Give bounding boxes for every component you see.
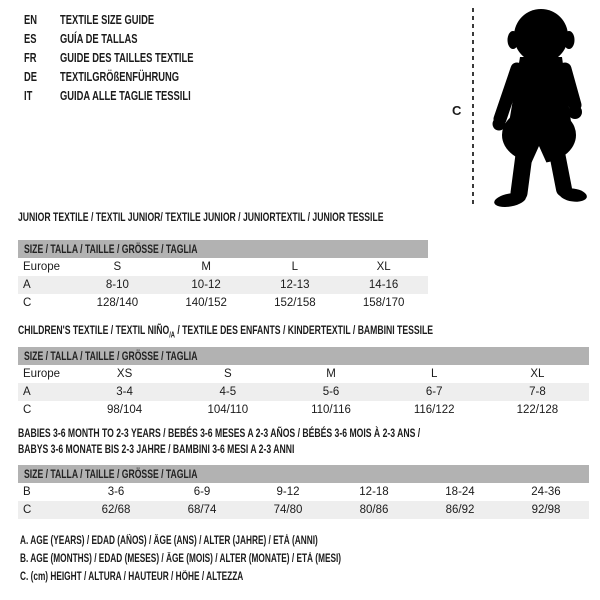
table-cell: 14-16 [368,279,399,291]
table-cell: XL [376,261,391,273]
footnote-height-cm: C. (cm) HEIGHT / ALTURA / HAUTEUR / HÖHE / ALTEZZA [20,571,244,583]
table-cell: 122/128 [516,404,559,416]
table-cell: S [223,368,232,380]
language-row-it [24,86,245,105]
table-cell: 116/122 [413,404,455,416]
table-cell: 158/170 [362,297,405,309]
junior-section-title [18,209,526,225]
language-code: DE [24,69,38,84]
table-row [18,383,589,401]
row-label: C [23,404,32,416]
language-label: GUIDE DES TAILLES TEXTILE [60,50,194,65]
language-row-en [24,10,245,29]
table-cell: M [326,368,336,380]
footnote-age-months: B. AGE (MONTHS) / EDAD (MESES) / ÂGE (MOIS) / ALTER (MONATE) / ETÀ (MESI) [20,553,342,565]
row-label: A [23,386,31,398]
table-cell: 74/80 [273,504,303,516]
table-row [18,365,589,383]
table-cell: 12-18 [359,486,389,498]
row-label: Europe [23,261,61,273]
table-cell: XS [116,368,133,380]
row-label: C [23,504,32,516]
table-cell: 110/116 [311,404,351,416]
size-header-bar: SIZE / TALLA / TAILLE / GRÖSSE / TAGLIA [18,347,589,365]
table-cell: 8-10 [105,279,129,291]
children-size-table [18,347,589,419]
children-title-rest: / TEXTILE DES ENFANTS / KINDERTEXTIL / BAMBINI TESSILE [174,323,434,337]
table-cell: 10-12 [191,279,221,291]
table-cell: 68/74 [187,504,217,516]
language-code: FR [24,50,37,65]
table-cell: S [113,261,122,273]
table-cell: 9-12 [276,486,300,498]
table-cell: 3-6 [107,486,125,498]
table-cell: 92/98 [531,504,561,516]
table-cell: 86/92 [445,504,475,516]
children-title-subscript: /A [169,330,175,340]
table-row [18,258,428,276]
table-cell: 4-5 [219,386,237,398]
table-cell: 80/86 [359,504,389,516]
table-cell: 12-13 [280,279,310,291]
babies-title-line1: BABIES 3-6 MONTH TO 2-3 YEARS / BEBÉS 3-6 MESES A 2-3 AÑOS / BÉBÉS 3-6 MOIS À 2-3 ANS / [18,426,421,440]
table-cell: 5-6 [322,386,340,398]
babies-title-line2: BABYS 3-6 MONATE BIS 2-3 JAHRE / BAMBINI 3-6 MESI A 2-3 ANNI [18,442,295,456]
table-cell: 152/158 [274,297,316,309]
language-title-list [24,10,245,105]
table-cell: XL [530,368,545,380]
table-row [18,501,589,519]
table-row [18,276,428,294]
table-cell: 62/68 [101,504,131,516]
row-label: Europe [23,368,61,380]
table-row [18,294,428,312]
footnote-list [20,535,466,589]
language-label: TEXTILE SIZE GUIDE [60,12,155,27]
table-cell: 24-36 [531,486,561,498]
junior-size-table [18,240,428,312]
table-cell: 3-4 [116,386,133,398]
children-title-text [18,322,433,343]
table-cell: 6-7 [425,386,443,398]
table-cell: 104/110 [207,404,249,416]
language-code: ES [24,31,37,46]
junior-title-text: JUNIOR TEXTILE / TEXTIL JUNIOR/ TEXTILE JUNIOR / JUNIORTEXTIL / JUNIOR TESSILE [18,210,384,224]
measure-c-label: C [452,103,462,118]
language-code: EN [24,12,38,27]
babies-section-title [18,425,577,457]
language-label: TEXTILGRÖßENFÜHRUNG [60,69,180,84]
babies-size-table [18,465,589,519]
table-cell: 98/104 [107,404,143,416]
table-cell: M [201,261,211,273]
table-cell: 6-9 [193,486,211,498]
table-row [18,483,589,501]
size-header-bar: SIZE / TALLA / TAILLE / GRÖSSE / TAGLIA [18,240,428,258]
row-label: C [23,297,32,309]
language-row-es [24,29,245,48]
table-cell: L [291,261,299,273]
language-label: GUIDA ALLE TAGLIE TESSILI [60,88,191,103]
table-cell: 7-8 [529,386,546,398]
row-label: B [23,486,31,498]
language-label: GUÍA DE TALLAS [60,31,138,46]
row-label: A [23,279,31,291]
children-title-main: CHILDREN'S TEXTILE / TEXTIL NIÑO [18,323,170,337]
language-code: IT [24,88,33,103]
baby-silhouette [478,3,600,215]
table-cell: 140/152 [185,297,227,309]
children-section-title [18,322,594,343]
table-cell: L [431,368,438,380]
table-cell: 128/140 [96,297,139,309]
footnote-age-years: A. AGE (YEARS) / EDAD (AÑOS) / ÂGE (ANS) / ALTER (JAHRE) / ETÀ (ANNI) [20,535,318,547]
height-measure-dashed-line [472,8,474,208]
size-header-bar: SIZE / TALLA / TAILLE / GRÖSSE / TAGLIA [18,465,589,483]
table-row [18,401,589,419]
table-cell: 18-24 [445,486,475,498]
language-row-fr [24,48,245,67]
language-row-de [24,67,245,86]
